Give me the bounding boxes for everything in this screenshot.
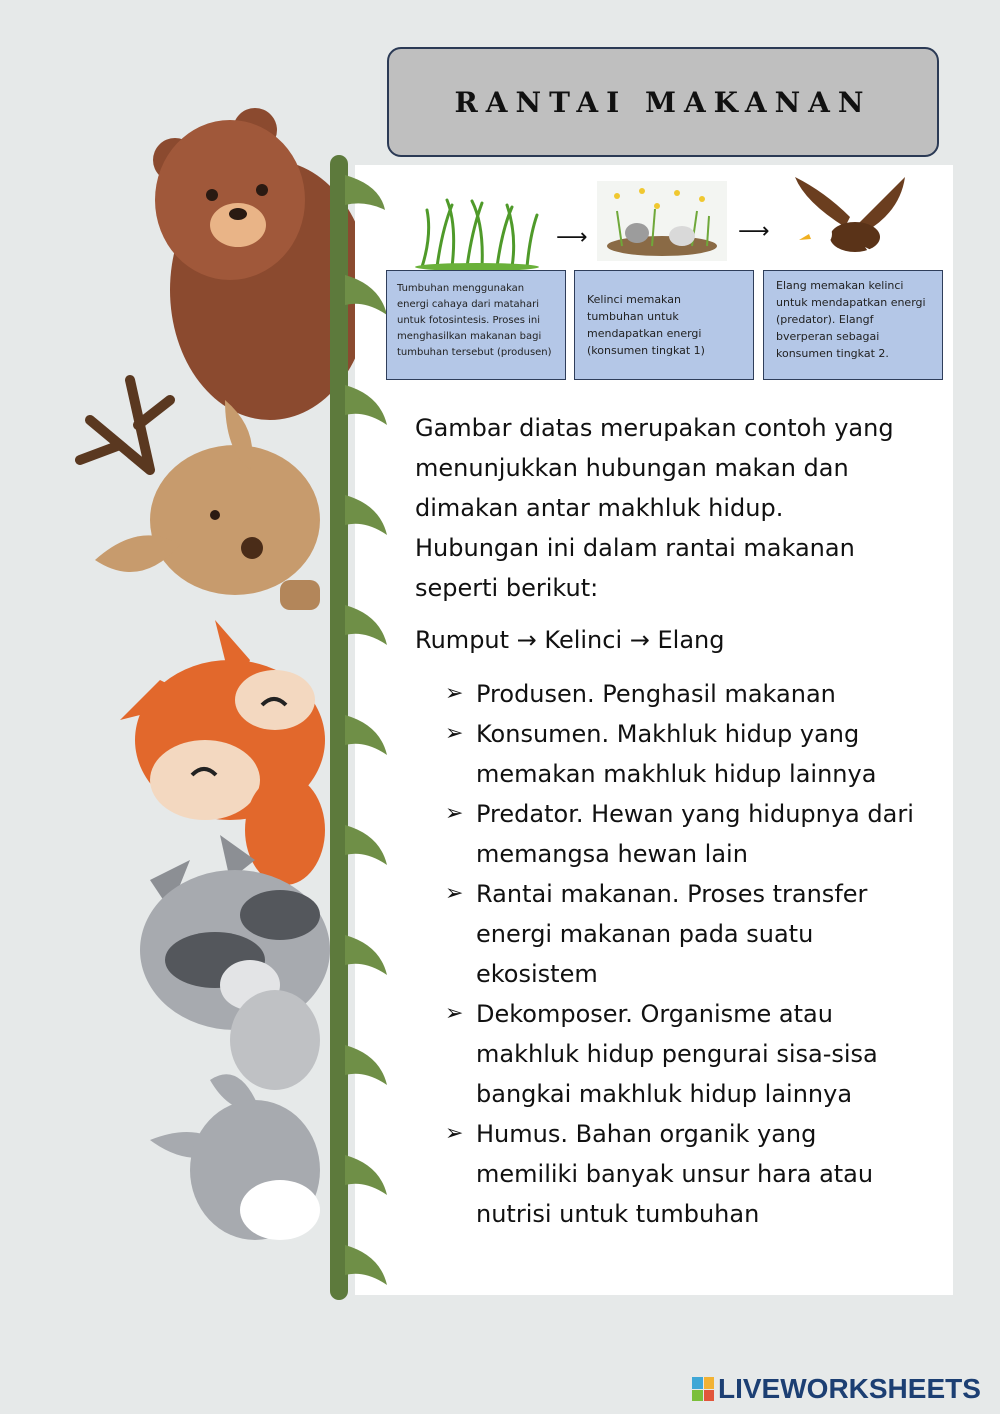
bullet-arrow-icon: ➢	[445, 721, 464, 746]
liveworksheets-brand: LIVEWORKSHEETS	[718, 1373, 981, 1404]
bullet-arrow-icon: ➢	[445, 801, 464, 826]
title-box	[387, 47, 939, 157]
list-item: ➢ Produsen. Penghasil makanan	[445, 674, 915, 714]
bullet-arrow-icon: ➢	[445, 881, 464, 906]
list-item: ➢ Rantai makanan. Proses transfer energi makanan pada suatu ekosistem	[445, 874, 915, 994]
bullet-arrow-icon: ➢	[445, 681, 464, 706]
bullet-arrow-icon: ➢	[445, 1001, 464, 1026]
chain-box-consumer: Kelinci memakan tumbuhan untuk mendapatkan energi (konsumen tingkat 1)	[574, 270, 754, 380]
arrow-2-icon: ⟶	[738, 219, 770, 244]
food-chain-line: Rumput → Kelinci → Elang	[415, 626, 725, 654]
arrow-1-icon: ⟶	[556, 225, 588, 250]
definitions-list	[445, 674, 915, 1234]
page-title: RANTAI MAKANAN	[454, 85, 872, 119]
list-item: ➢ Konsumen. Makhluk hidup yang memakan makhluk hidup lainnya	[445, 714, 915, 794]
eagle-image	[785, 172, 915, 270]
chain-box-predator: Elang memakan kelinci untuk mendapatkan energi (predator). Elangf bverperan sebagai konsumen tingkat 2.	[763, 270, 943, 380]
grass-vine-decoration	[325, 155, 395, 1300]
liveworksheets-logo[interactable]	[692, 1372, 981, 1406]
list-item: ➢ Humus. Bahan organik yang memiliki banyak unsur hara atau nutrisi untuk tumbuhan	[445, 1114, 915, 1234]
chain-box-producer: Tumbuhan menggunakan energi cahaya dari matahari untuk fotosintesis. Proses ini menghasilkan makanan bagi tumbuhan tersebut (produsen)	[386, 270, 566, 380]
rabbit-icon	[150, 1074, 320, 1240]
list-item: ➢ Predator. Hewan yang hidupnya dari memangsa hewan lain	[445, 794, 915, 874]
liveworksheets-logo-icon	[692, 1377, 714, 1401]
grass-image	[412, 195, 542, 270]
intro-paragraph: Gambar diatas merupakan contoh yang menunjukkan hubungan makan dan dimakan antar makhluk hidup. Hubungan ini dalam rantai makanan seperti berikut:	[415, 414, 894, 602]
rabbits-image	[597, 181, 727, 261]
bullet-arrow-icon: ➢	[445, 1121, 464, 1146]
list-item: ➢ Dekomposer. Organisme atau makhluk hidup pengurai sisa-sisa bangkai makhluk hidup lainnya	[445, 994, 915, 1114]
